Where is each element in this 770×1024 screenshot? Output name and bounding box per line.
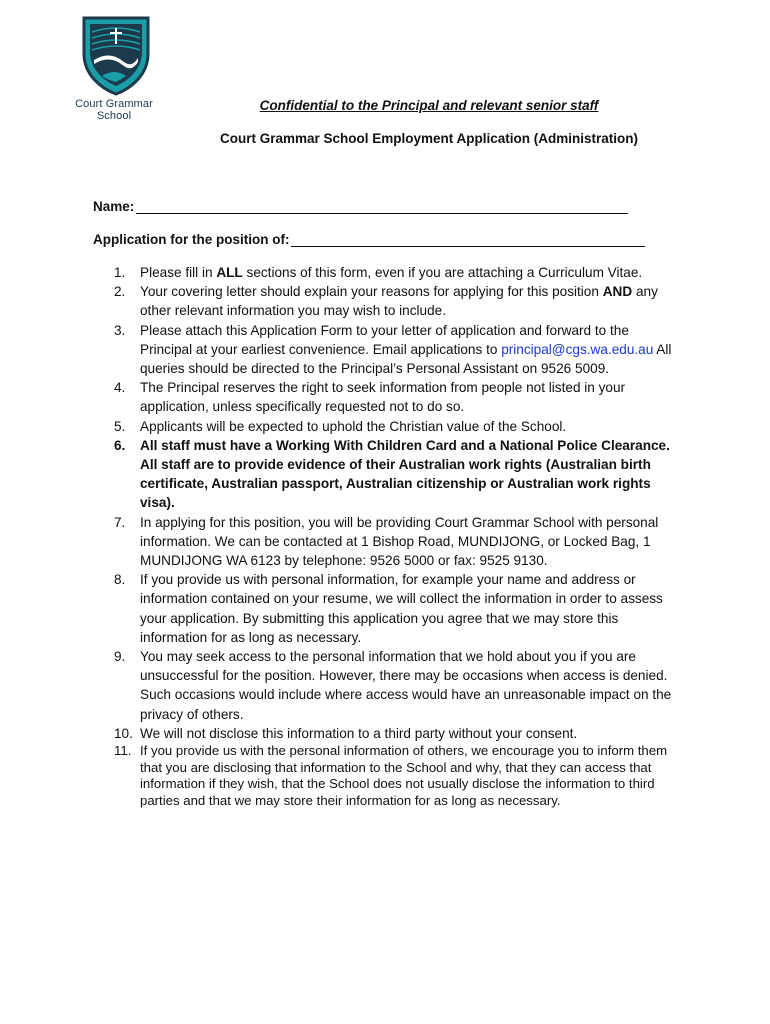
list-item [93, 513, 683, 571]
item-text: The Principal reserves the right to seek information from people not listed in your application, unless specifically requested not to do so. [140, 380, 626, 415]
item-text: Please fill in [140, 265, 217, 280]
item-bold-text: ALL [216, 265, 243, 280]
item-text: If you provide us with personal information, for example your name and address or information contained on your resume, we will collect the information in order to assess your application. By submitting this application you agree that we may store this information for as long as necessary. [140, 572, 663, 645]
item-bold-text: All staff must have a Working With Children Card and a National Police Clearance. All staff are to provide evidence of their Australian work rights (Australian birth certificate, Australian passport, Australian citizenship or Australian work rights visa). [140, 437, 670, 511]
item-text: You may seek access to the personal information that we hold about you if you are unsuccessful for the position. However, there may be occasions when access is denied. Such occasions would include where access would have an unreasonable impact on the privacy of others. [140, 649, 672, 722]
name-input-line[interactable] [136, 199, 628, 214]
name-field[interactable] [93, 199, 628, 214]
item-bold-text: AND [602, 284, 633, 300]
list-item [93, 570, 683, 647]
form-title: Court Grammar School Employment Application (Administration) [219, 131, 639, 146]
item-number: 5. [114, 418, 126, 434]
school-crest-icon [80, 14, 152, 96]
list-item [93, 436, 683, 513]
item-number: 2. [114, 284, 126, 300]
position-input-line[interactable] [291, 232, 645, 247]
item-text: sections of this form, even if you are attaching a Curriculum Vitae. [242, 265, 643, 280]
item-number: 4. [114, 380, 126, 396]
item-text: All queries should be directed to the Principal’s Personal Assistant on 9526 5009. [140, 341, 672, 377]
list-item [93, 378, 683, 416]
list-item [93, 282, 683, 320]
item-number: 1. [114, 265, 126, 280]
list-item [93, 724, 683, 743]
item-number: 10. [114, 725, 133, 741]
item-number: 6. [114, 437, 126, 453]
logo-text-line1: Court Grammar [75, 98, 153, 110]
item-number: 9. [114, 649, 126, 665]
item-text: Your covering letter should explain your reasons for applying for this position [140, 284, 603, 300]
list-item [93, 647, 683, 724]
logo-text-line2: School [96, 110, 132, 122]
position-field[interactable] [93, 232, 645, 247]
item-text: any other relevant information you may wish to include. [140, 284, 658, 319]
item-number: 7. [114, 514, 126, 530]
confidential-notice: Confidential to the Principal and relevant senior staff [259, 98, 599, 113]
list-item [93, 743, 683, 809]
item-number: 8. [114, 572, 126, 588]
list-item [93, 417, 683, 436]
item-number: 11. [114, 743, 132, 759]
list-item [93, 321, 683, 379]
item-text: We will not disclose this information to a third party without your consent. [140, 725, 578, 741]
name-label: Name: [93, 199, 135, 214]
position-label: Application for the position of: [93, 232, 290, 247]
item-number: 3. [114, 322, 126, 338]
item-text: Please attach this Application Form to your letter of application and forward to the Principal at your earliest convenience. Email applications to [140, 322, 629, 357]
item-text: If you provide us with the personal information of others, we encourage you to inform them that you are disclosing that information to the School and why, that they can access that information if they wish, that the School does not usually disclose the information to third parties and that we may store their information for as long as necessary. [140, 743, 668, 808]
list-item [93, 263, 683, 282]
email-link[interactable]: principal@cgs.wa.edu.au [501, 341, 654, 357]
item-text: Applicants will be expected to uphold the Christian value of the School. [140, 418, 567, 434]
item-text: In applying for this position, you will be providing Court Grammar School with personal information. We can be contacted at 1 Bishop Road, MUNDIJONG, or Locked Bag, 1 MUNDIJONG WA 6123 by telephone: 9526 5000 or fax: 9525 9130. [140, 514, 659, 569]
instructions-list [93, 263, 683, 809]
